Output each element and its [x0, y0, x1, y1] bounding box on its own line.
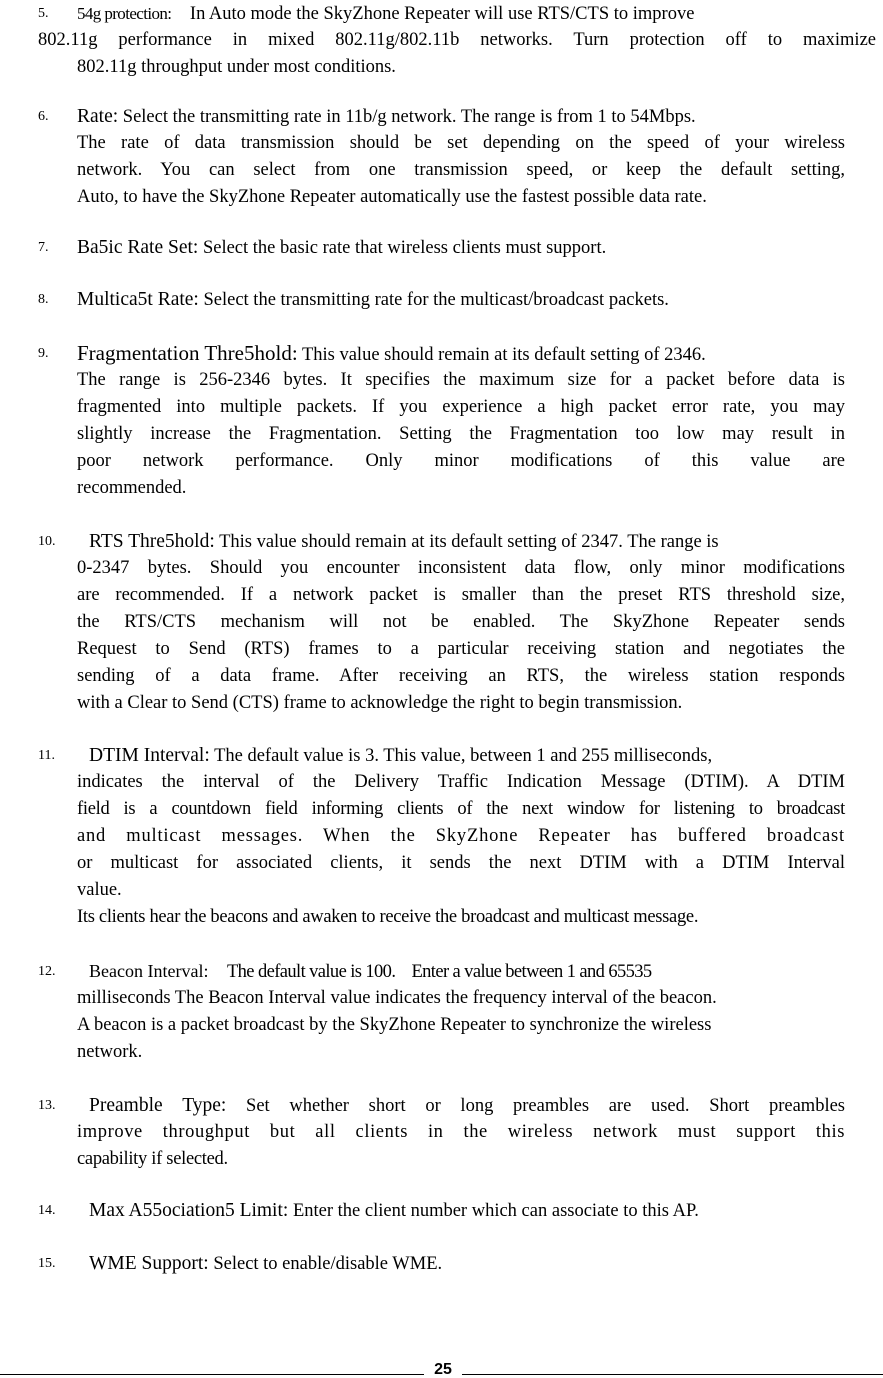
item-line: recommended. — [77, 478, 187, 498]
item-first-line — [77, 103, 845, 131]
item-line: network. — [77, 1042, 143, 1062]
item-line: The rate of data transmission should be set depending on the speed of your wireless — [77, 133, 845, 153]
item-line: poor network performance. Only minor modifications of this value are — [77, 451, 845, 471]
item-first-line — [77, 340, 845, 369]
item-line: Auto, to have the SkyZhone Repeater automatically use the fastest possible data rate. — [77, 187, 707, 207]
item-line: capability if selected. — [77, 1149, 228, 1169]
item-text: The default value is 100. Enter a value between 1 and 65535 — [226, 962, 652, 982]
item-line: sending of a data frame. After receiving an RTS, the wireless station responds — [77, 666, 845, 686]
item-line: improve throughput but all clients in the wireless network must support this — [77, 1122, 845, 1142]
item-term: Max A55ociation5 Limit: — [89, 1200, 289, 1221]
item-first-line — [89, 1092, 845, 1120]
item-text: This value should remain at its default setting of 2347. The range is — [219, 532, 719, 552]
item-number: 14. — [38, 1203, 56, 1218]
item-line: fragmented into multiple packets. If you experience a high packet error rate, you may — [77, 397, 845, 417]
item-line: and multicast messages. When the SkyZhone Repeater has buffered broadcast — [77, 826, 845, 846]
item-number: 10. — [38, 534, 56, 549]
item-number: 6. — [38, 109, 49, 124]
item-first-line — [89, 1197, 849, 1225]
item-first-line — [77, 0, 845, 28]
item-first-line — [89, 958, 849, 986]
item-term: Multica5t Rate: — [77, 289, 199, 310]
item-line: Request to Send (RTS) frames to a particular receiving station and negotiates the — [77, 639, 845, 659]
item-term: Beacon Interval: — [89, 961, 209, 981]
item-number: 12. — [38, 964, 56, 979]
item-first-line — [89, 528, 851, 556]
item-line: the RTS/CTS mechanism will not be enabled. The SkyZhone Repeater sends — [77, 612, 845, 632]
item-first-line — [77, 286, 845, 314]
item-line: milliseconds The Beacon Interval value indicates the frequency interval of the beacon. — [77, 988, 717, 1008]
item-number: 15. — [38, 1256, 56, 1271]
item-line: are recommended. If a network packet is smaller than the preset RTS threshold size, — [77, 585, 845, 605]
item-line: with a Clear to Send (CTS) frame to acknowledge the right to begin transmission. — [77, 693, 683, 713]
item-first-line — [89, 1250, 849, 1278]
item-line: or multicast for associated clients, it sends the next DTIM with a DTIM Interval — [77, 853, 845, 873]
item-term: Fragmentation Thre5hold: — [77, 341, 298, 365]
item-text: Select to enable/disable WME. — [213, 1254, 443, 1274]
item-number: 9. — [38, 346, 49, 361]
item-line: value. — [77, 880, 122, 900]
item-number: 8. — [38, 292, 49, 307]
item-text: Select the basic rate that wireless clients must support. — [202, 238, 607, 258]
item-text: Select the transmitting rate for the multicast/broadcast packets. — [203, 290, 669, 310]
item-line: field is a countdown field informing clients of the next window for listening to broadcast — [77, 799, 845, 819]
item-line: 0-2347 bytes. Should you encounter inconsistent data flow, only minor modifications — [77, 558, 845, 578]
page-number: 25 — [424, 1362, 462, 1378]
item-term: RTS Thre5hold: — [89, 531, 215, 552]
item-term: DTIM Interval: — [89, 745, 210, 766]
item-line: slightly increase the Fragmentation. Setting the Fragmentation too low may result in — [77, 424, 845, 444]
item-text: Select the transmitting rate in 11b/g network. The range is from 1 to 54Mbps. — [122, 107, 696, 127]
item-line: 802.11g throughput under most conditions. — [77, 57, 396, 77]
item-line: indicates the interval of the Delivery Traffic Indication Message (DTIM). A DTIM — [77, 772, 845, 792]
item-number: 11. — [38, 748, 55, 763]
item-first-line — [77, 234, 845, 262]
item-line: The range is 256-2346 bytes. It specifies the maximum size for a packet before data is — [77, 370, 845, 390]
item-line: network. You can select from one transmission speed, or keep the default setting, — [77, 160, 845, 180]
item-number: 13. — [38, 1098, 56, 1113]
item-first-line — [89, 742, 853, 770]
item-term: WME Support: — [89, 1253, 209, 1274]
item-number: 7. — [38, 240, 49, 255]
item-text: Set whether short or long preambles are used. Short preambles — [246, 1096, 845, 1116]
item-line: Its clients hear the beacons and awaken to receive the broadcast and multicast message. — [77, 907, 699, 927]
item-term: Rate: — [77, 106, 119, 127]
item-term: 54g protection: — [77, 4, 172, 23]
item-line: A beacon is a packet broadcast by the SkyZhone Repeater to synchronize the wireless — [77, 1015, 712, 1035]
item-text: In Auto mode the SkyZhone Repeater will use RTS/CTS to improve — [189, 4, 695, 24]
item-line: 802.11g performance in mixed 802.11g/802.11b networks. Turn protection off to maximize — [38, 30, 876, 50]
item-text: The default value is 3. This value, between 1 and 255 milliseconds, — [214, 746, 713, 766]
item-term: Ba5ic Rate Set: — [77, 237, 199, 258]
item-text: Enter the client number which can associate to this AP. — [292, 1201, 699, 1221]
item-text: This value should remain at its default setting of 2346. — [301, 345, 706, 365]
item-number: 5. — [38, 6, 49, 21]
item-term: Preamble Type: — [89, 1095, 227, 1116]
